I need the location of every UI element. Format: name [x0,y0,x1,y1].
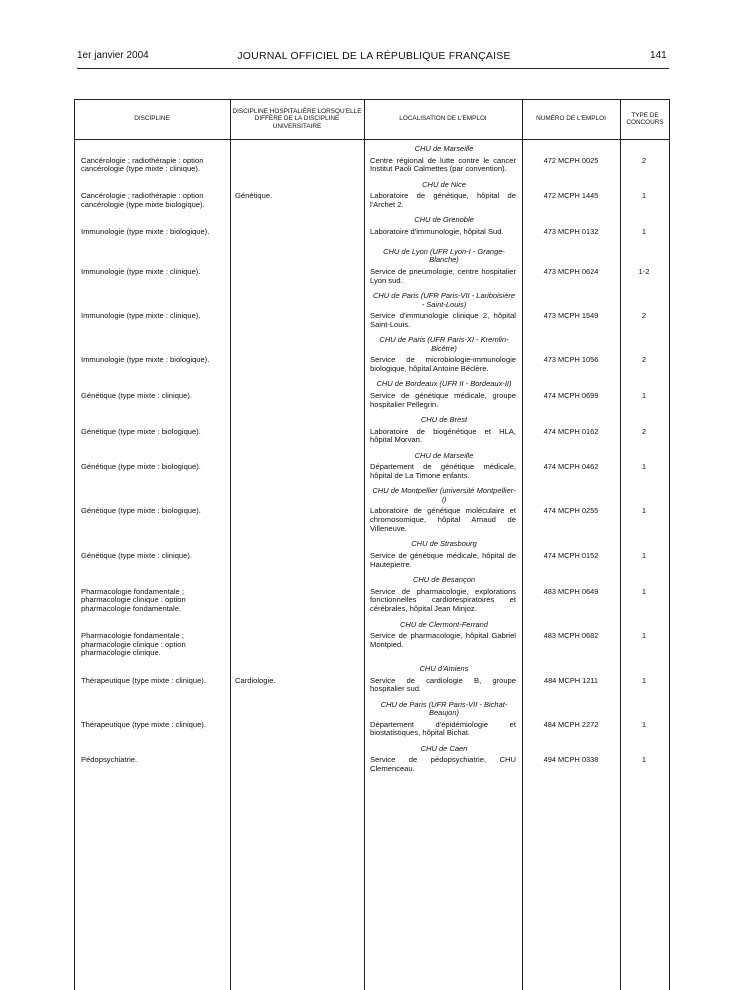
position-number-cell: 484 MCPH 1211 [543,675,599,685]
contest-type-cell: 2 [641,311,647,321]
discipline-cell: Immunologie (type mixte : biologique). [81,355,210,365]
service-cell: Laboratoire de génétique moléculaire et chromosomique, hôpital Arnaud de Villeneuve. [370,506,516,533]
location-heading: CHU de Strasbourg [411,539,477,549]
table-row [74,336,670,380]
column-header-number: NUMÉRO DE L'EMPLOI [536,115,606,123]
table-row [74,745,670,781]
contest-type-cell: 1-2 [638,266,650,276]
table-body [74,145,670,780]
table-row [74,452,670,488]
position-number-cell: 494 MCPH 0338 [543,755,599,765]
contest-type-cell: 2 [641,426,647,436]
column-header-discipline: DISCIPLINE [134,115,170,123]
discipline-cell: Thérapeutique (type mixte : clinique). [81,675,206,685]
contest-type-cell: 1 [641,755,647,765]
service-cell: Service de pharmacologie, hôpital Gabriel Montpied. [370,631,516,649]
hospital-discipline-cell: Génétique. [235,191,273,201]
table-row [74,416,670,452]
discipline-cell: Pharmacologie fondamentale ; pharmacologie clinique : option pharmacologie fondamentale. [81,586,186,613]
contest-type-cell: 2 [641,355,647,365]
row-body [74,632,670,665]
service-cell: Service d'immunologie clinique 2, hôpital Saint-Louis. [370,311,516,329]
row-body [74,312,670,336]
service-cell: Laboratoire de génétique, hôpital de l'Archet 2. [370,191,516,209]
contest-type-cell: 1 [641,631,647,641]
discipline-cell: Pédopsychiatrie. [81,755,138,765]
position-number-cell: 473 MCPH 1549 [543,311,599,321]
location-heading: CHU de Paris (UFR Paris-VII - Bichat-Beaujon) [380,699,508,718]
service-cell: Service de pneumologie, centre hospitalier Lyon sud. [370,266,516,285]
discipline-cell: Génétique (type mixte : biologique). [81,462,201,472]
discipline-cell: Immunologie (type mixte : clinique). [81,266,201,276]
position-number-cell: 483 MCPH 0682 [543,631,599,641]
service-cell: Service de pharmacologie, explorations fonctionnelles cardiorespiratoires et cérébrales, hôpital Jean Minjoz. [370,586,516,613]
position-number-cell: 473 MCPH 1056 [543,355,599,365]
position-number-cell: 484 MCPH 2272 [543,719,599,729]
journal-title: JOURNAL OFFICIEL DE LA RÉPUBLIQUE FRANÇAISE [237,50,511,62]
location-heading: CHU de Caen [420,743,468,753]
service-cell: Centre régional de lutte contre le cancer Institut Paoli Calmettes (par convention). [370,155,516,174]
row-body [74,588,670,621]
table-row [74,487,670,540]
position-number-cell: 473 MCPH 0624 [543,266,599,276]
contest-type-cell: 1 [641,462,647,472]
location-heading: CHU de Marseille [414,450,474,460]
column-header-location: LOCALISATION DE L'EMPLOI [399,115,487,123]
row-body [74,392,670,416]
table-row [74,216,670,248]
contest-type-cell: 1 [641,390,647,400]
location-heading: CHU de Paris (UFR Paris-XI - Kremlin-Bicêtre) [379,335,509,353]
column-header-hospital-discipline: DISCIPLINE HOSPITALIÈRE LORSQU'ELLE DIFFÈRE DE LA DISCIPLINE UNIVERSITAIRE [232,107,362,130]
service-cell: Service de génétique médicale, groupe hospitalier Pellegrin. [370,390,516,409]
table-row [74,181,670,217]
table-row [74,540,670,576]
contest-type-cell: 1 [641,550,647,560]
location-heading: CHU de Besançon [412,574,476,584]
location-heading: CHU de Paris (UFR Paris-VII - Lariboisière - Saint-Louis) [372,290,516,309]
discipline-cell: Pharmacologie fondamentale ; pharmacologie clinique : option pharmacologie clinique. [81,631,186,658]
discipline-cell: Immunologie (type mixte : biologique). [81,226,210,236]
service-cell: Service de cardiologie B, groupe hospitalier sud. [370,675,516,694]
contest-type-cell: 1 [641,719,647,729]
location-heading: CHU d'Amiens [419,664,469,674]
table-row [74,145,670,181]
contest-type-cell: 2 [641,155,647,165]
table-row [74,292,670,336]
position-number-cell: 474 MCPH 0255 [543,506,599,516]
row-body [74,463,670,487]
contest-type-cell: 1 [641,675,647,685]
service-cell: Service de pédopsychiatrie, CHU Clemenceau. [370,755,516,774]
hospital-discipline-cell: Cardiologie. [235,675,276,685]
row-body [74,721,670,745]
location-heading: CHU de Montpellier (université Montpellier-I) [372,486,516,504]
row-body [74,157,670,181]
position-number-cell: 472 MCPH 0025 [543,155,599,165]
row-body [74,677,670,701]
contest-type-cell: 1 [641,191,647,201]
header-date: 1er janvier 2004 [77,50,149,61]
discipline-cell: Cancérologie ; radiothérapie : option cancérologie (type mixte : clinique). [81,155,204,174]
location-heading: CHU de Brest [420,414,468,424]
location-heading: CHU de Lyon (UFR Lyon-I - Grange-Blanche) [383,246,505,265]
table-row [74,248,670,292]
row-body [74,552,670,576]
position-number-cell: 474 MCPH 0152 [543,550,599,560]
discipline-cell: Thérapeutique (type mixte : clinique). [81,719,206,729]
table-header-border [74,139,670,140]
position-number-cell: 474 MCPH 0699 [543,390,599,400]
location-heading: CHU de Grenoble [414,215,474,225]
location-heading: CHU de Clermont-Ferrand [400,619,488,629]
positions-table [74,99,670,990]
service-cell: Service de génétique médicale, hôpital de Hautepierre. [370,550,516,569]
table-row [74,665,670,701]
service-cell: Département de génétique médicale, hôpital de La Timone enfants. [370,462,516,480]
contest-type-cell: 1 [641,226,647,236]
location-heading: CHU de Nice [422,179,466,189]
page-number: 141 [650,50,667,61]
position-number-cell: 474 MCPH 0462 [543,462,599,472]
discipline-cell: Génétique (type mixte : clinique). [81,390,193,400]
service-cell: Laboratoire d'immunologie, hôpital Sud. [370,226,504,236]
header-rule [77,68,669,69]
contest-type-cell: 1 [641,586,647,596]
row-body [74,756,670,780]
location-heading: CHU de Bordeaux (UFR II - Bordeaux-II) [376,379,512,389]
discipline-cell: Cancérologie ; radiothérapie : option cancérologie (type mixte biologique). [81,191,205,209]
service-cell: Laboratoire de biogénétique et HLA, hôpital Morvan. [370,426,516,445]
discipline-cell: Génétique (type mixte : clinique). [81,550,193,560]
page-header [0,50,748,64]
discipline-cell: Immunologie (type mixte : clinique). [81,311,201,321]
row-body [74,428,670,452]
position-number-cell: 483 MCPH 0649 [543,586,599,596]
column-header-type: TYPE DE CONCOURS [626,111,664,126]
row-body [74,268,670,292]
row-body [74,356,670,380]
position-number-cell: 472 MCPH 1445 [543,191,599,201]
row-body [74,507,670,540]
discipline-cell: Génétique (type mixte : biologique). [81,506,201,516]
position-number-cell: 474 MCPH 0162 [543,426,599,436]
table-row [74,576,670,621]
table-row [74,701,670,745]
table-row [74,380,670,416]
service-cell: Département d'épidémiologie et biostatistiques, hôpital Bichat. [370,719,516,738]
service-cell: Service de microbiologie-immunologie biologique, hôpital Antoine Béclère. [370,355,516,373]
location-heading: CHU de Marseille [414,144,474,153]
contest-type-cell: 1 [641,506,647,516]
position-number-cell: 473 MCPH 0132 [543,226,599,236]
table-row [74,621,670,666]
row-body [74,192,670,216]
row-body [74,228,670,248]
discipline-cell: Génétique (type mixte : biologique). [81,426,201,436]
